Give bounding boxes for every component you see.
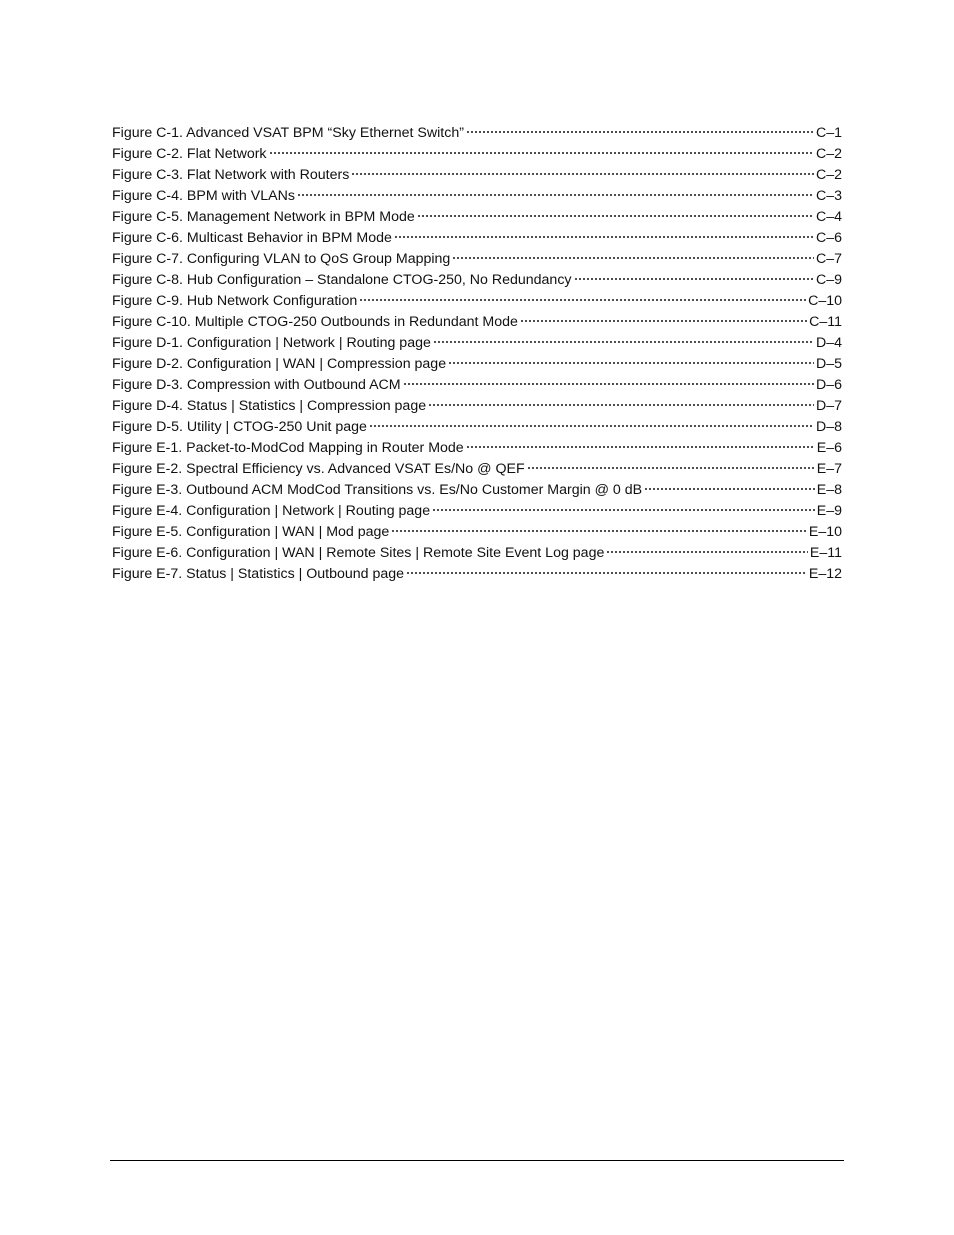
- toc-entry[interactable]: [112, 459, 842, 480]
- list-of-figures: [112, 123, 842, 585]
- toc-entry-page: C–11: [809, 314, 842, 330]
- toc-entry-title: Figure E-1. Packet-to-ModCod Mapping in Router Mode: [112, 440, 464, 456]
- toc-dot-leader: [406, 571, 807, 575]
- toc-entry-title: Figure C-9. Hub Network Configuration: [112, 293, 358, 309]
- toc-entry-title: Figure E-6. Configuration | WAN | Remote Sites | Remote Site Event Log page: [112, 545, 605, 561]
- toc-entry[interactable]: [112, 291, 842, 312]
- toc-entry-page: D–4: [815, 335, 842, 351]
- toc-entry-page: C–3: [815, 188, 842, 204]
- toc-entry-title: Figure E-3. Outbound ACM ModCod Transitions vs. Es/No Customer Margin @ 0 dB: [112, 482, 643, 498]
- toc-entry[interactable]: [112, 375, 842, 396]
- toc-entry-page: C–7: [815, 251, 842, 267]
- toc-entry[interactable]: [112, 270, 842, 291]
- toc-entry-page: D–8: [815, 419, 842, 435]
- toc-entry[interactable]: [112, 480, 842, 501]
- toc-entry[interactable]: [112, 438, 842, 459]
- toc-entry-title: Figure E-7. Status | Statistics | Outbound page: [112, 566, 405, 582]
- toc-dot-leader: [432, 508, 815, 512]
- toc-dot-leader: [394, 235, 814, 239]
- toc-dot-leader: [417, 214, 814, 218]
- toc-entry-page: E–10: [808, 524, 842, 540]
- toc-entry-page: C–10: [808, 293, 842, 309]
- toc-entry[interactable]: [112, 165, 842, 186]
- toc-entry-title: Figure C-5. Management Network in BPM Mode: [112, 209, 415, 225]
- toc-entry-page: C–1: [815, 125, 842, 141]
- toc-entry-title: Figure C-3. Flat Network with Routers: [112, 167, 350, 183]
- toc-dot-leader: [520, 319, 807, 323]
- toc-entry[interactable]: [112, 144, 842, 165]
- toc-entry-title: Figure C-6. Multicast Behavior in BPM Mode: [112, 230, 392, 246]
- toc-entry[interactable]: [112, 354, 842, 375]
- toc-entry[interactable]: [112, 543, 842, 564]
- toc-entry[interactable]: [112, 123, 842, 144]
- toc-dot-leader: [448, 361, 814, 365]
- toc-entry[interactable]: [112, 312, 842, 333]
- toc-entry-page: E–6: [816, 440, 842, 456]
- toc-dot-leader: [403, 382, 814, 386]
- toc-entry-page: D–7: [815, 398, 842, 414]
- toc-entry-page: E–11: [809, 545, 842, 561]
- toc-entry-page: C–2: [815, 167, 842, 183]
- toc-entry-page: E–7: [816, 461, 842, 477]
- toc-entry-title: Figure D-4. Status | Statistics | Compression page: [112, 398, 427, 414]
- toc-entry-title: Figure E-5. Configuration | WAN | Mod page: [112, 524, 390, 540]
- toc-entry[interactable]: [112, 417, 842, 438]
- toc-dot-leader: [606, 550, 808, 554]
- toc-entry[interactable]: [112, 522, 842, 543]
- toc-entry-page: D–6: [815, 377, 842, 393]
- toc-dot-leader: [391, 529, 807, 533]
- toc-entry[interactable]: [112, 207, 842, 228]
- toc-entry-page: E–12: [808, 566, 842, 582]
- toc-entry-page: C–9: [815, 272, 842, 288]
- toc-entry-page: E–9: [816, 503, 842, 519]
- toc-dot-leader: [359, 298, 806, 302]
- toc-entry[interactable]: [112, 501, 842, 522]
- toc-entry-title: Figure D-1. Configuration | Network | Routing page: [112, 335, 431, 351]
- toc-entry-page: C–6: [815, 230, 842, 246]
- toc-dot-leader: [466, 445, 815, 449]
- toc-entry[interactable]: [112, 333, 842, 354]
- toc-dot-leader: [574, 277, 814, 281]
- toc-entry-title: Figure D-2. Configuration | WAN | Compression page: [112, 356, 447, 372]
- toc-dot-leader: [527, 466, 815, 470]
- toc-dot-leader: [433, 340, 814, 344]
- toc-entry[interactable]: [112, 249, 842, 270]
- toc-dot-leader: [428, 403, 814, 407]
- toc-dot-leader: [644, 487, 815, 491]
- toc-entry-title: Figure D-5. Utility | CTOG-250 Unit page: [112, 419, 367, 435]
- toc-entry[interactable]: [112, 564, 842, 585]
- toc-entry-title: Figure C-10. Multiple CTOG-250 Outbounds in Redundant Mode: [112, 314, 518, 330]
- toc-entry[interactable]: [112, 396, 842, 417]
- toc-entry-page: E–8: [816, 482, 842, 498]
- footer-divider: [110, 1160, 844, 1161]
- toc-entry-title: Figure C-8. Hub Configuration – Standalone CTOG-250, No Redundancy: [112, 272, 572, 288]
- toc-dot-leader: [297, 193, 814, 197]
- toc-dot-leader: [269, 151, 814, 155]
- toc-entry-title: Figure E-4. Configuration | Network | Routing page: [112, 503, 431, 519]
- toc-entry-title: Figure D-3. Compression with Outbound ACM: [112, 377, 401, 393]
- toc-dot-leader: [466, 130, 814, 134]
- toc-entry-page: C–4: [815, 209, 842, 225]
- toc-dot-leader: [369, 424, 814, 428]
- toc-entry-title: Figure E-2. Spectral Efficiency vs. Advanced VSAT Es/No @ QEF: [112, 461, 525, 477]
- toc-entry[interactable]: [112, 228, 842, 249]
- toc-dot-leader: [351, 172, 814, 176]
- toc-entry[interactable]: [112, 186, 842, 207]
- toc-entry-page: C–2: [815, 146, 842, 162]
- toc-entry-title: Figure C-1. Advanced VSAT BPM “Sky Ethernet Switch”: [112, 125, 464, 141]
- toc-entry-title: Figure C-4. BPM with VLANs: [112, 188, 295, 204]
- toc-entry-title: Figure C-2. Flat Network: [112, 146, 267, 162]
- toc-entry-page: D–5: [815, 356, 842, 372]
- toc-dot-leader: [452, 256, 814, 260]
- toc-entry-title: Figure C-7. Configuring VLAN to QoS Group Mapping: [112, 251, 451, 267]
